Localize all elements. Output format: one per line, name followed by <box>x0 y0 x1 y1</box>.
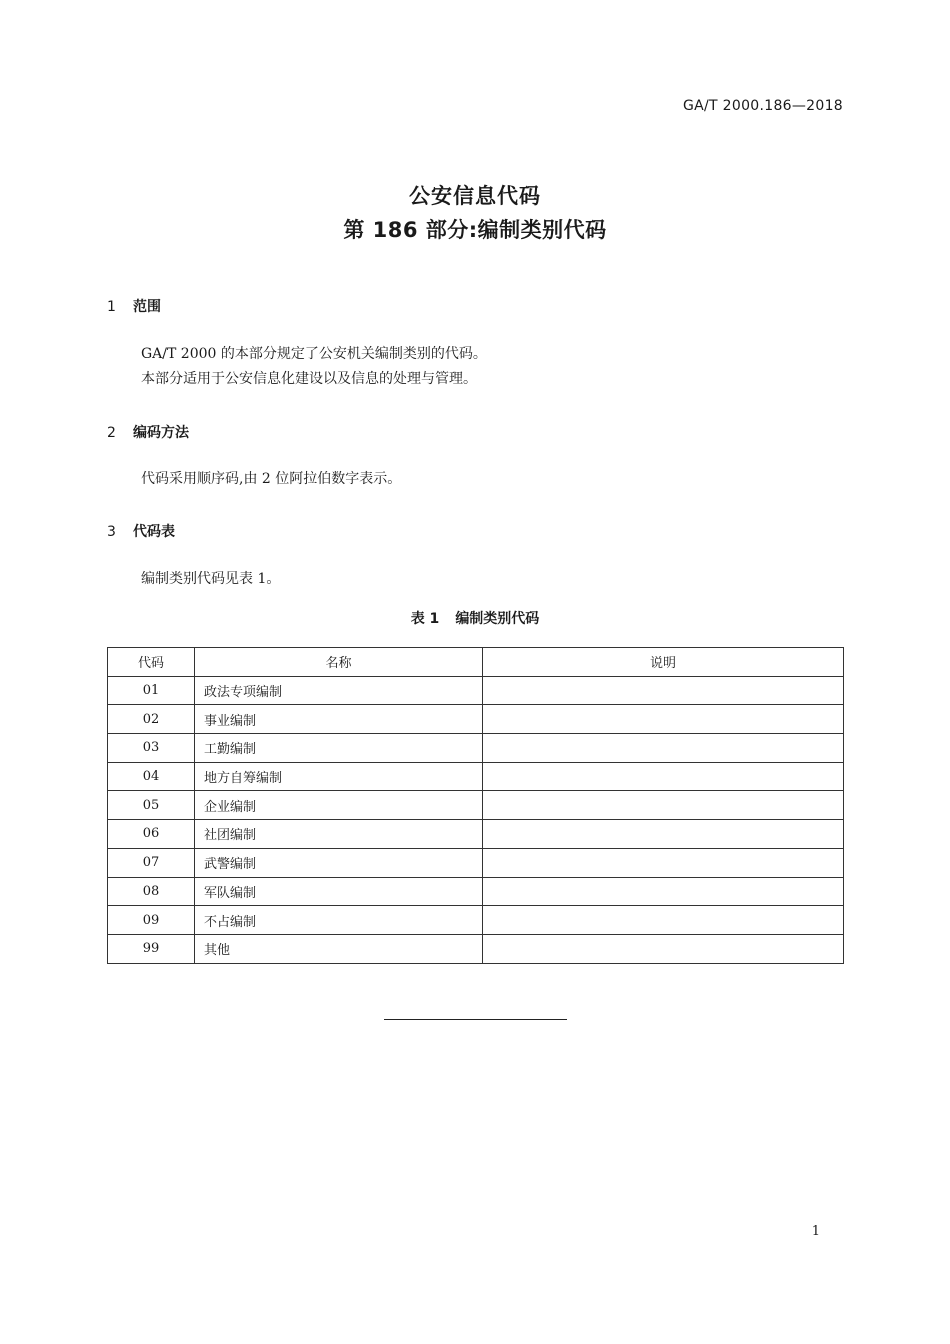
code-cell: 04 <box>108 762 195 791</box>
note-cell <box>483 820 844 849</box>
code-cell: 01 <box>108 676 195 705</box>
note-cell <box>483 906 844 935</box>
code-cell: 06 <box>108 820 195 849</box>
standard-code: GA/T 2000.186—2018 <box>683 98 843 114</box>
paragraph: GA/T 2000 的本部分规定了公安机关编制类别的代码。 <box>141 346 487 362</box>
table-row <box>108 734 844 763</box>
document-title: 公安信息代码 <box>409 184 541 208</box>
note-cell <box>483 848 844 877</box>
name-cell: 社团编制 <box>195 820 483 849</box>
section-number: 1 <box>107 299 116 315</box>
section-number: 3 <box>107 524 116 540</box>
name-cell: 政法专项编制 <box>195 676 483 705</box>
note-cell <box>483 934 844 963</box>
note-cell <box>483 734 844 763</box>
section-heading-code-table <box>107 521 175 541</box>
table-row <box>108 877 844 906</box>
section-number: 2 <box>107 425 116 441</box>
paragraph: 编制类别代码见表 1。 <box>141 571 281 587</box>
name-cell: 不占编制 <box>195 906 483 935</box>
table-row <box>108 762 844 791</box>
document-subtitle: 第 186 部分:编制类别代码 <box>343 218 607 242</box>
section-title: 代码表 <box>133 524 175 540</box>
name-cell: 工勤编制 <box>195 734 483 763</box>
name-cell: 武警编制 <box>195 848 483 877</box>
table-row <box>108 791 844 820</box>
section-coding-method-body <box>141 467 401 492</box>
note-cell <box>483 877 844 906</box>
code-cell: 02 <box>108 705 195 734</box>
column-header-code: 代码 <box>108 648 195 677</box>
table-header-row <box>108 648 844 677</box>
code-cell: 03 <box>108 734 195 763</box>
section-heading-scope <box>107 296 161 316</box>
section-title: 编码方法 <box>133 425 189 441</box>
table-caption-title: 编制类别代码 <box>455 611 540 627</box>
section-scope-body <box>141 342 487 392</box>
table-row <box>108 848 844 877</box>
paragraph: 本部分适用于公安信息化建设以及信息的处理与管理。 <box>141 371 477 387</box>
code-cell: 05 <box>108 791 195 820</box>
paragraph: 代码采用顺序码,由 2 位阿拉伯数字表示。 <box>141 471 402 487</box>
name-cell: 地方自筹编制 <box>195 762 483 791</box>
code-cell: 99 <box>108 934 195 963</box>
table-row <box>108 705 844 734</box>
note-cell <box>483 705 844 734</box>
name-cell: 军队编制 <box>195 877 483 906</box>
name-cell: 其他 <box>195 934 483 963</box>
section-heading-coding-method <box>107 422 189 442</box>
end-of-document-rule <box>384 1019 567 1020</box>
code-table <box>107 647 844 964</box>
table-row <box>108 906 844 935</box>
table-row <box>108 820 844 849</box>
section-title: 范围 <box>133 299 161 315</box>
name-cell: 事业编制 <box>195 705 483 734</box>
code-cell: 08 <box>108 877 195 906</box>
column-header-name: 名称 <box>195 648 483 677</box>
name-cell: 企业编制 <box>195 791 483 820</box>
table-caption-number: 表 1 <box>410 611 440 627</box>
table-row <box>108 934 844 963</box>
code-cell: 07 <box>108 848 195 877</box>
code-cell: 09 <box>108 906 195 935</box>
note-cell <box>483 791 844 820</box>
page-number: 1 <box>811 1224 820 1239</box>
table-row <box>108 676 844 705</box>
column-header-note: 说明 <box>483 648 844 677</box>
note-cell <box>483 762 844 791</box>
note-cell <box>483 676 844 705</box>
section-code-table-body <box>141 567 280 592</box>
table-caption <box>0 608 950 628</box>
